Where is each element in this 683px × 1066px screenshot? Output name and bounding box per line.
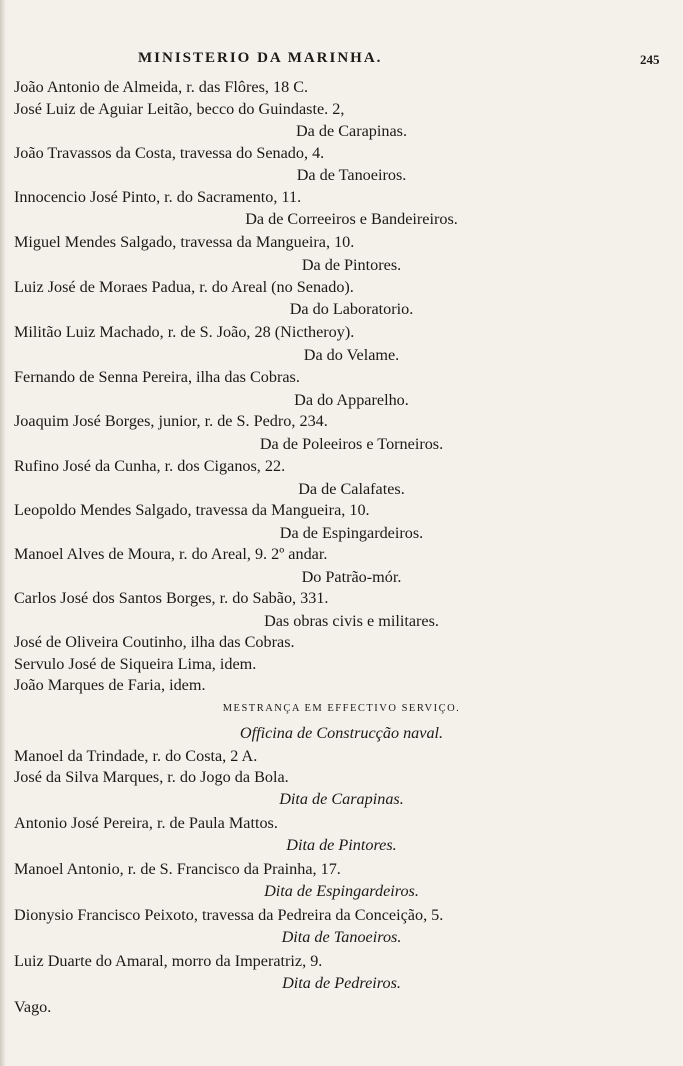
section-heading: Da de Pintores.: [301, 256, 402, 274]
entry-line: Innocencio José Pinto, r. do Sacramento, 11.: [14, 188, 302, 206]
entry-line: Joaquim José Borges, junior, r. de S. Pedro, 234.: [14, 412, 328, 430]
entry-line: Servulo José de Siqueira Lima, idem.: [14, 655, 257, 673]
section-heading: Da do Laboratorio.: [289, 300, 414, 318]
italic-heading: Officina de Construcção naval.: [239, 724, 444, 742]
section-heading: Do Patrão-mór.: [301, 568, 402, 586]
entry-line: Manoel da Trindade, r. do Costa, 2 A.: [14, 747, 258, 765]
entry-line: Luiz Duarte do Amaral, morro da Imperatriz, 9.: [14, 952, 323, 970]
entry-line: Antonio José Pereira, r. de Paula Mattos.: [14, 814, 278, 832]
entry-line: José da Silva Marques, r. do Jogo da Bola.: [14, 768, 289, 786]
italic-heading: Dita de Pintores.: [286, 836, 397, 854]
entry-line: Carlos José dos Santos Borges, r. do Sabão, 331.: [14, 589, 329, 607]
entry-line: João Antonio de Almeida, r. das Flôres, 18 C.: [14, 78, 309, 96]
section-heading: Da de Tanoeiros.: [296, 166, 407, 184]
entry-line: José de Oliveira Coutinho, ilha das Cobras.: [14, 633, 295, 651]
entry-line: João Marques de Faria, idem.: [14, 676, 206, 694]
section-heading: Das obras civis e militares.: [264, 612, 439, 630]
page-header: [0, 50, 683, 72]
entry-line: Luiz José de Moraes Padua, r. do Areal (no Senado).: [14, 278, 354, 296]
section-heading-caps: MESTRANÇA EM EFFECTIVO SERVIÇO.: [222, 703, 461, 714]
entry-line: Manoel Antonio, r. de S. Francisco da Prainha, 17.: [14, 860, 341, 878]
entry-line: Dionysio Francisco Peixoto, travessa da Pedreira da Conceição, 5.: [14, 906, 444, 924]
entry-line: Miguel Mendes Salgado, travessa da Mangueira, 10.: [14, 233, 355, 251]
entry-line: Fernando de Senna Pereira, ilha das Cobras.: [14, 368, 300, 386]
section-heading: Da de Espingardeiros.: [279, 524, 424, 542]
italic-heading: Dita de Pedreiros.: [282, 974, 401, 992]
section-heading: Da de Poleeiros e Torneiros.: [259, 435, 444, 453]
entry-line: Leopoldo Mendes Salgado, travessa da Mangueira, 10.: [14, 501, 370, 519]
italic-heading: Dita de Espingardeiros.: [264, 882, 419, 900]
entry-line: Militão Luiz Machado, r. de S. João, 28 (Nictheroy).: [14, 323, 355, 341]
entry-line: Manoel Alves de Moura, r. do Areal, 9. 2º andar.: [14, 545, 328, 563]
entry-line: José Luiz de Aguiar Leitão, becco do Guindaste. 2,: [14, 100, 345, 118]
section-heading: Da do Apparelho.: [294, 391, 409, 409]
section-heading: Da de Carapinas.: [295, 122, 408, 140]
italic-heading: Dita de Carapinas.: [279, 790, 404, 808]
entry-line: Vago.: [14, 998, 52, 1016]
entry-line: João Travassos da Costa, travessa do Senado, 4.: [14, 144, 325, 162]
section-heading: Da de Correeiros e Bandeireiros.: [245, 210, 458, 228]
entry-line: Rufino José da Cunha, r. dos Ciganos, 22.: [14, 457, 286, 475]
section-heading: Da do Velame.: [303, 346, 400, 364]
section-heading: Da de Calafates.: [298, 480, 405, 498]
italic-heading: Dita de Tanoeiros.: [281, 928, 402, 946]
page-number: 245: [640, 52, 660, 67]
running-title: MINISTERIO DA MARINHA.: [138, 50, 383, 66]
